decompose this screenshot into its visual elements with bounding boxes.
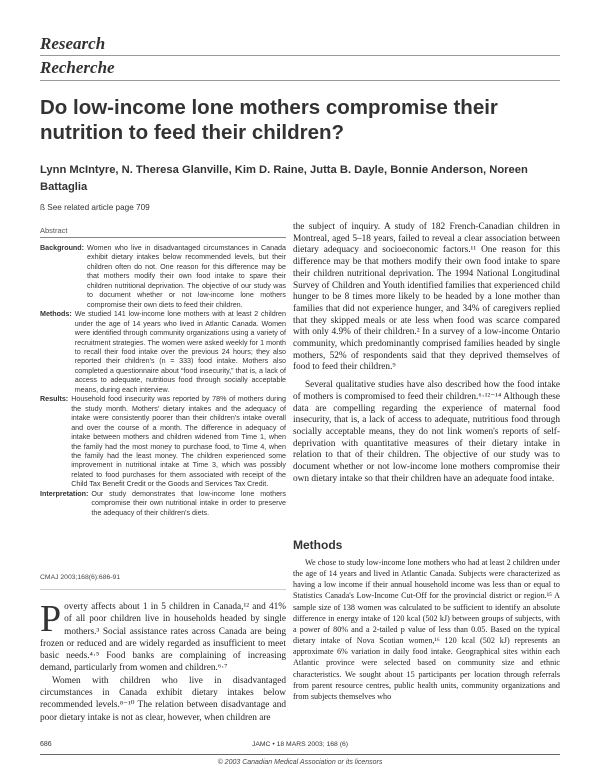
header-rule — [40, 80, 560, 81]
abstract-section-background — [40, 244, 286, 310]
abstract-label: Background: — [40, 244, 85, 252]
abstract-section-results — [40, 395, 286, 490]
body-paragraph-text: overty affects about 1 in 5 children in Canada,¹² and 41% of all poor children live in households headed by single mothers.³ Social assistance rates across Canada are being frozen or reduced and are widely regarded as insufficient to meet basic needs.⁴·⁵ Food banks are complaining of increasing demand, particularly from women and children.⁶·⁷ — [40, 602, 286, 674]
abstract-text: Our study demonstrates that low-income lone mothers compromise their own nutritional intake in order to preserve the adequacy of their children's diets. — [91, 489, 286, 517]
abstract-rule — [40, 237, 286, 238]
right-column-body — [293, 222, 560, 491]
methods-body — [293, 557, 560, 702]
abstract-text: We studied 141 low-income lone mothers with at least 2 children under the age of 14 years who lived in Atlantic Canada. Women were identified through community organizations using a variety of recruitment strategies. The women were asked weekly for 1 month to recall their food intake over the previous 24 hours; they also reported their children's (n = 333) food intake. Mothers also completed a questionnaire about “food insecurity,” that is, a lack of access to adequate, nutritious food through socially acceptable means, during each interview. — [74, 310, 286, 394]
section-label-recherche: Recherche — [40, 58, 115, 77]
see-related-link[interactable]: ß See related article page 709 — [40, 203, 150, 212]
body-paragraph — [40, 598, 286, 675]
citation-rule — [40, 589, 286, 590]
body-paragraph: Several qualitative studies have also described how the food intake of mothers is compromised to feed their children.⁶·¹²⁻¹⁴ Although these data are compelling regarding the experience of maternal food insecurity, that is, a lack of access to adequate, nutritious food through socially acceptable means, they do not link women's reports of self-deprivation with quantitative measures of their dietary intake in relation to that of their children. The objective of our study was to document whether or not low-income lone mothers compromise their own dietary intake so that their children have an adequate food intake. — [293, 380, 560, 484]
journal-reference: JAMC • 18 MARS 2003; 168 (6) — [251, 741, 349, 748]
section-label-research: Research — [40, 34, 106, 53]
body-paragraph: Women with children who live in disadvantaged circumstances in Canada exhibit dietary intakes below recommended levels.⁸⁻¹⁰ The relation between disadvantage and poor dietary intake is not as clear, however, when children are — [40, 675, 286, 723]
article-title: Do low-income lone mothers compromise their nutrition to feed their children? — [40, 96, 498, 144]
abstract-text: Household food insecurity was reported by 78% of mothers during the study month. Mothers' dietary intakes and the adequacy of intake were consistently poorer than their children's intake overall and over the course of a month. The difference in adequacy of intake between mothers and children widened from Time 1, when the family had the most money to purchase food, to Time 4, when the family had the least money. The children experienced some improvement in nutritional intake at Time 3, which was possibly related to food purchases for them associated with receipt of the Child Tax Benefit Credit or the Goods and Services Tax Credit. — [71, 395, 286, 489]
left-column-body — [40, 598, 286, 724]
abstract-heading: Abstract — [40, 226, 68, 235]
page-number: 686 — [40, 741, 52, 748]
author-list: Lynn McIntyre, N. Theresa Glanville, Kim D. Raine, Jutta B. Dayle, Bonnie Anderson, Noreen Battaglia — [40, 164, 528, 193]
abstract-label: Interpretation: — [40, 489, 89, 498]
abstract-section-interpretation — [40, 490, 286, 518]
abstract-section-methods — [40, 310, 286, 395]
abstract-label: Methods: — [40, 310, 72, 319]
abstract-body — [40, 244, 286, 518]
abstract-text: Women who live in disadvantaged circumstances in Canada exhibit dietary intakes below recommended levels, but their children often do not. One reason for this difference may be that mothers modify their own food intake to spare their children nutritional deprivation. The objective of our study was to document whether or not low-income lone mothers compromise their own diets to feed their children. — [87, 244, 286, 309]
drop-cap: P — [40, 598, 62, 640]
abstract-label: Results: — [40, 395, 69, 404]
body-paragraph: We chose to study low-income lone mothers who had at least 2 children under the age of 14 years and lived in Atlantic Canada. Subjects were characterized as having a low income if their annual household income was less than or equal to Statistics Canada's Low-Income Cut-Off for the provincial district or region.¹⁵ A sample size of 138 women was calculated to be sufficient to identify an absolute difference in energy intake of 120 kcal (502 kJ) between groups of subjects, with a power of 80% and a 2-tailed p value of less than 0.05. Based on the typical dietary intake of Nova Scotian women,¹⁶ 120 kcal (502 kJ) represents an approximate 6% variation in daily food intake. Geographical sites within each Atlantic province were selected based on community size and ethnic characteristics. We sought about 15 participants per location through referrals from parent resource centres, public health units, community organizations and from subjects themselves who — [293, 558, 560, 701]
copyright-notice: © 2003 Canadian Medical Association or its licensors — [217, 759, 383, 766]
footer-rule — [40, 754, 560, 755]
body-paragraph: the subject of inquiry. A study of 182 French-Canadian children in Montreal, aged 5–18 years, failed to reveal a clear association between dietary adequacy and socioeconomic factors.¹¹ One reason for this difference may be that mothers modify their own food intake to spare their children nutritional deprivation. The 1994 National Longitudinal Survey of Children and Youth identified families that experienced child hunger to be 8 times more likely to be headed by a lone mother than families that did not experience hunger, and 34% of caregivers replied that they skipped meals or ate less when food was scarce compared with only 4.9% of their children.² In a survey of a low-income Ontario community, which predominantly comprised families headed by single mothers, 52% of respondents said that they deprived themselves of food to feed their children.⁹ — [293, 222, 560, 373]
methods-heading: Methods — [293, 538, 343, 552]
header-rule — [40, 55, 560, 56]
citation: CMAJ 2003;168(6):686-91 — [40, 574, 121, 581]
